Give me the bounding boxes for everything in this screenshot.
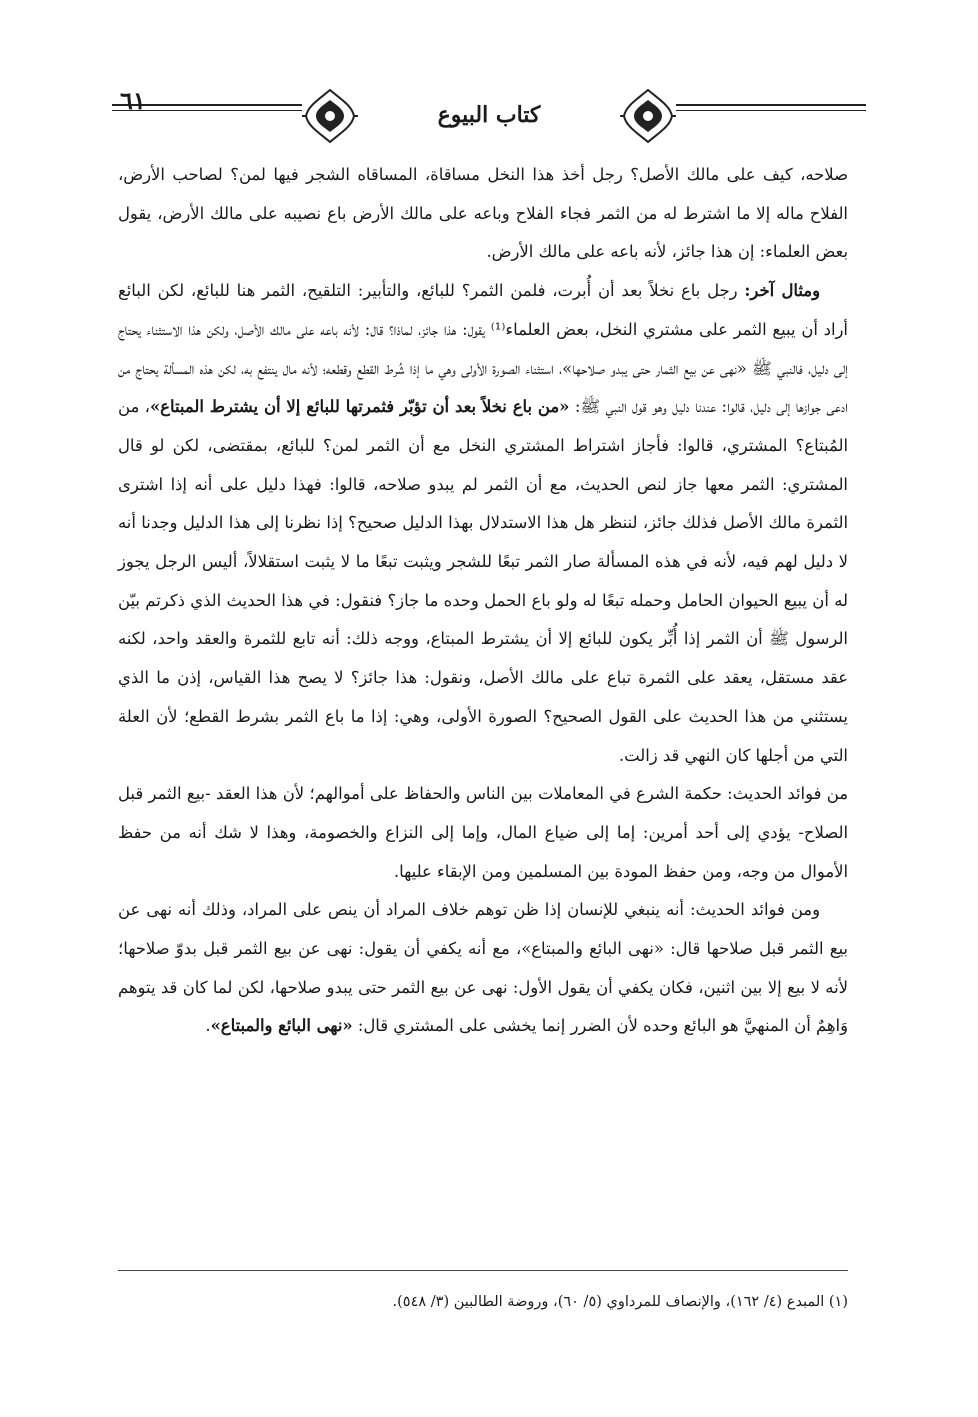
paragraph-1-text: صلاحه، كيف على مالك الأصل؟ رجل أخذ هذا النخل مساقاة، المساقاه الشجر فيها لمن؟ لصاحب الأرض، الفلاح ماله إلا ما اشترط له من الثمر فجاء الفلاح وباعه على مالك الأرض باع نصيبه على مالك الأرض، يقول بعض العلماء: إن هذا جائز، لأنه باعه على مالك الأرض. [118,165,848,262]
page-header [112,82,866,154]
paragraph-2-text-cont: ، من المُبتاع؟ المشتري، قالوا: فأجاز اشتراط المشتري النخل مع أن الثمر لمن؟ للبائع، بمقتضى، لكن لو قال المشتري: الثمر معها جاز لنص الحديث، مع أن الثمر لم يبدو صلاحه، قالوا: فهذا دليل على أنه إذا اشترى الثمرة مالك الأصل فذلك جائز، لننظر هل هذا الاستدلال بهذا الدليل صحيح؟ إذا نظرنا إلى هذا الدليل وجدنا أنه لا دليل لهم فيه، لأنه في هذه المسألة صار الثمر تبعًا للشجر ويثبت تبعًا ما لا يثبت استقلالاً، أليس الرجل يجوز له أن يبيع الحيوان الحامل وحمله تبعًا له ولو باع الحمل وحده ما جاز؟ فنقول: في هذا الحديث الذي ذكرتم بيّن الرسول ﷺ أن الثمر إذا أُبِّر يكون للبائع إلا أن يشترط المبتاع، ووجه ذلك: أنه تابع للثمرة والعقد واحد، لكنه عقد مستقل، يعقد على الثمرة تباع على مالك الأصل، ونقول: هذا جائز؟ لا يصح هذا القياس، إذن ما الذي يستثني من هذا الحديث على القول الصحيح؟ الصورة الأولى، وهي: إذا ما باع الثمر بشرط القطع؛ لأن العلة التي من أجلها كان النهي قد زالت. [118,397,848,765]
footnote: (١) المبدع (٤/ ١٦٢)، والإنصاف للمرداوي (٥/ ٦٠)، وروضة الطالبين (٣/ ٥٤٨). [392,1294,848,1310]
running-title: كتاب البيوع [437,102,541,128]
paragraph-4-quote: «نهى البائع والمبتاع» [210,1016,353,1036]
paragraph-2-lead: ومثال آخر: [744,281,821,301]
paragraph-2 [118,272,848,775]
page-number: ٦١ [120,86,146,115]
paragraph-4-text: ومن فوائد الحديث: أنه ينبغي للإنسان إذا ظن توهم خلاف المراد أن ينص على المراد، وذلك أنه نهى عن بيع الثمر قبل صلاحها قال: «نهى البائع والمبتاع»، مع أنه يكفي أن يقول: نهى عن بيع الثمر قبل بدوّ صلاحها؛ لأنه لا بيع إلا بين اثنين، فكان يكفي أن يقول الأول: نهى عن بيع الثمر حتى يبدو صلاحها، لكن لما كان قد يتوهم وَاهِمٌ أن المنهيَّ هو البائع وحده لأن الضرر إنما يخشى على المشتري قال: [118,900,848,1036]
paragraph-2-text: رجل باع نخلاً بعد أن أُبرت، فلمن الثمر؟ للبائع، والتأبير: التلقيح، الثمر هنا للبائع، لكن البائع أراد أن يبيع الثمر على مشتري النخل، بعض العلماء⁽¹⁾ يقول: هذا جائز، لماذا؟ قال: لأنه باعه على مالك الأصل، ولكن هذا الاستثناء يحتاج إلى دليل، فالنبي ﷺ «نهى عن بيع الثمار حتى يبدو صلاحها»، استثناء الصورة الأولى وهي ما إذا شُرط القطع وقطعه؛ لأنه مال ينتفع به، لكن هذه المسألة يحتاج من ادعى جوازها إلى دليل، قالوا: عندنا دليل وهو قول النبي ﷺ: [118,281,849,417]
paragraph-3 [118,775,848,891]
hadith-quote: «من باع نخلاً بعد أن تؤبّر فثمرتها للبائع إلا أن يشترط المبتاع» [149,397,570,417]
main-text [118,156,848,1046]
paragraph-3-text: من فوائد الحديث: حكمة الشرع في المعاملات بين الناس والحفاظ على أموالهم؛ لأن هذا العقد -بيع الثمر قبل الصلاح- يؤدي إلى أحد أمرين: إما إلى ضياع المال، وإما إلى النزاع والخصومة، وهذا لا شك أنه من حفظ الأموال من وجه، ومن حفظ المودة بين المسلمين ومن الإبقاء عليها. [118,784,848,881]
paragraph-4-tail: . [205,1016,211,1036]
paragraph-4 [118,891,848,1046]
footnote-divider [118,1270,848,1271]
paragraph-1 [118,156,848,272]
